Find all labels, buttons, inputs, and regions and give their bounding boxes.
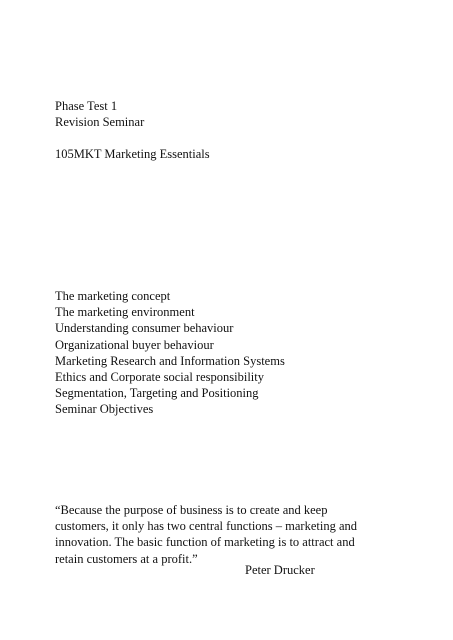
topic-item: Organizational buyer behaviour	[55, 337, 214, 352]
quote-author: Peter Drucker	[245, 563, 315, 577]
topic-item: Ethics and Corporate social responsibility	[55, 370, 264, 385]
topic-item: Segmentation, Targeting and Positioning	[55, 386, 259, 401]
document-subtitle: Revision Seminar	[55, 115, 145, 130]
course-name: 105MKT Marketing Essentials	[55, 147, 210, 161]
quote-line: retain customers at a profit.”	[55, 551, 198, 566]
quote-line: innovation. The basic function of marketing is to attract and	[55, 535, 355, 550]
course-title	[55, 146, 210, 162]
topic-item: Seminar Objectives	[55, 402, 154, 417]
topic-item: Understanding consumer behaviour	[55, 321, 234, 336]
topic-item: The marketing concept	[55, 289, 171, 303]
quote	[55, 502, 385, 567]
topic-item: Marketing Research and Information Systems	[55, 353, 285, 368]
quote-line: “Because the purpose of business is to create and keep	[55, 503, 328, 517]
quote-line: customers, it only has two central functions – marketing and	[55, 519, 358, 534]
topic-list	[55, 288, 285, 418]
topic-item: The marketing environment	[55, 305, 195, 320]
document-title: Phase Test 1	[55, 99, 118, 113]
document-header	[55, 98, 144, 130]
